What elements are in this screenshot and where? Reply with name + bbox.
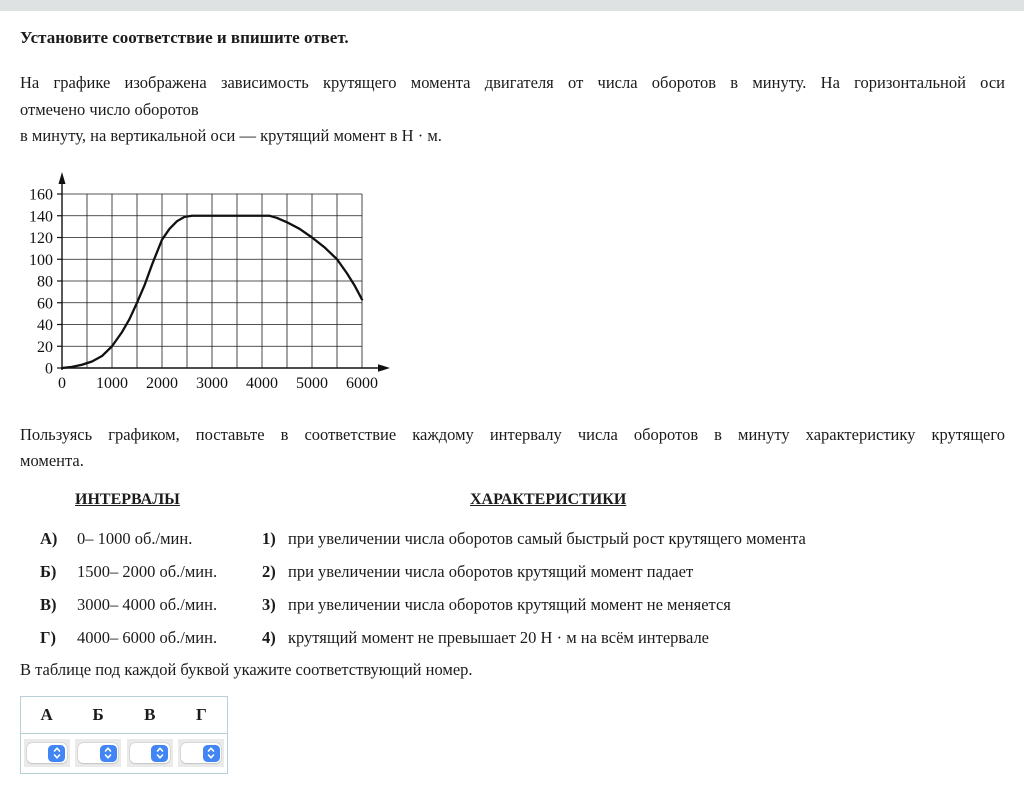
characteristics-header: ХАРАКТЕРИСТИКИ (470, 490, 627, 508)
answer-select-cell-g (178, 739, 224, 767)
svg-text:6000: 6000 (346, 374, 378, 392)
svg-text:100: 100 (29, 251, 53, 269)
svg-text:0: 0 (58, 374, 66, 392)
match-row-v (20, 594, 1005, 615)
characteristic-number: 2) (262, 561, 276, 581)
interval-letter: Г) (40, 627, 56, 647)
answer-header-v: В (124, 696, 176, 733)
question-content (0, 28, 1024, 774)
svg-text:3000: 3000 (196, 374, 228, 392)
answer-select-cell-a (24, 739, 70, 767)
intervals-header: ИНТЕРВАЛЫ (75, 490, 180, 508)
svg-text:4000: 4000 (246, 374, 278, 392)
intro-line-2: отмечено число оборотов (20, 99, 199, 119)
svg-text:0: 0 (45, 360, 53, 377)
svg-text:2000: 2000 (146, 374, 178, 392)
answer-table-input-row (21, 733, 228, 773)
svg-text:1000: 1000 (96, 374, 128, 392)
interval-text: 1500– 2000 об./мин. (77, 561, 218, 581)
characteristic-number: 4) (262, 627, 276, 647)
up-down-chevrons-icon (48, 745, 65, 762)
intro-paragraph (20, 70, 1005, 150)
up-down-chevrons-icon (151, 745, 168, 762)
answer-select-g[interactable] (181, 743, 221, 763)
column-headers (20, 491, 1005, 512)
characteristic-number: 1) (262, 528, 276, 548)
characteristic-text: при увеличении числа оборотов крутящий момент падает (288, 561, 694, 581)
svg-text:160: 160 (29, 186, 53, 203)
answer-header-g: Г (176, 696, 228, 733)
answer-table (20, 696, 228, 774)
answer-select-v[interactable] (130, 743, 170, 763)
answer-select-cell-v (127, 739, 173, 767)
interval-text: 3000– 4000 об./мин. (77, 594, 218, 614)
characteristic-number: 3) (262, 594, 276, 614)
page-title: Установите соответствие и впишите ответ. (20, 28, 349, 47)
characteristic-text: при увеличении числа оборотов самый быстрый рост крутящего момента (288, 528, 806, 548)
intro-line-3: в минуту, на вертикальной оси — крутящий момент в Н · м. (20, 126, 442, 145)
match-row-a (20, 528, 1005, 549)
up-down-chevrons-icon (100, 745, 117, 762)
interval-text: 0– 1000 об./мин. (77, 528, 193, 548)
answer-select-a[interactable] (27, 743, 67, 763)
torque-rpm-chart (20, 170, 1005, 404)
match-list (20, 528, 1005, 648)
task-line-1: Пользуясь графиком, поставьте в соответствие каждому интервалу числа оборотов в минуту характеристику крутящего (20, 424, 1005, 444)
interval-letter: А) (40, 528, 58, 548)
match-row-b (20, 561, 1005, 582)
answer-header-b: Б (72, 696, 124, 733)
task-paragraph (20, 422, 1005, 475)
answer-header-a: А (21, 696, 73, 733)
match-row-g (20, 627, 1005, 648)
interval-letter: В) (40, 594, 57, 614)
torque-chart-svg (20, 170, 420, 404)
characteristic-text: крутящий момент не превышает 20 Н · м на всём интервале (288, 627, 710, 647)
top-bar (0, 0, 1024, 11)
answer-select-cell-b (75, 739, 121, 767)
svg-text:60: 60 (37, 294, 53, 312)
answer-table-header-row (21, 696, 228, 733)
answer-instruction: В таблице под каждой буквой укажите соответствующий номер. (20, 659, 473, 679)
intro-line-1: На графике изображена зависимость крутящего момента двигателя от числа оборотов в минуту. На горизонтальной оси (20, 73, 1005, 92)
svg-text:80: 80 (37, 273, 53, 290)
svg-text:20: 20 (37, 338, 53, 356)
task-line-2: момента. (20, 451, 84, 470)
svg-text:120: 120 (29, 229, 53, 247)
interval-text: 4000– 6000 об./мин. (77, 627, 218, 647)
up-down-chevrons-icon (203, 745, 220, 762)
answer-select-b[interactable] (78, 743, 118, 763)
characteristic-text: при увеличении числа оборотов крутящий момент не меняется (288, 594, 731, 614)
svg-text:140: 140 (29, 207, 53, 225)
svg-text:5000: 5000 (296, 374, 328, 392)
svg-text:40: 40 (37, 316, 53, 334)
interval-letter: Б) (40, 561, 57, 581)
